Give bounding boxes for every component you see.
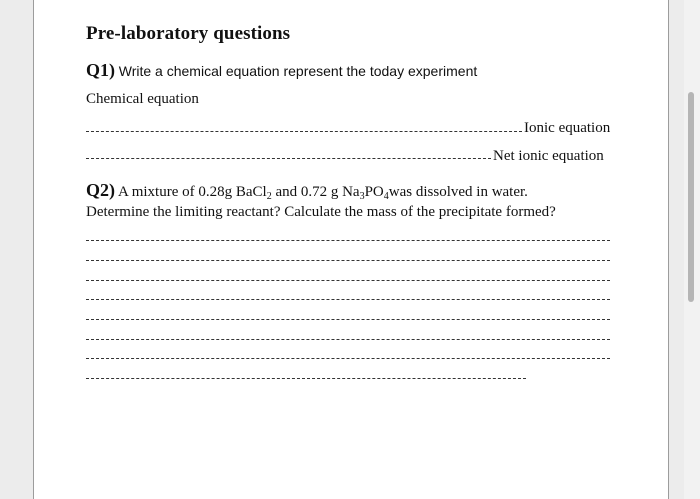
answer-line xyxy=(86,319,610,320)
question-2 xyxy=(86,180,556,222)
question-2-text-c: PO xyxy=(364,184,384,200)
answer-line xyxy=(86,280,610,281)
chemical-equation-label: Chemical equation xyxy=(86,91,199,107)
ionic-equation-label: Ionic equation xyxy=(524,120,611,136)
question-1-number: Q1) xyxy=(86,60,115,80)
question-1-text: Write a chemical equation represent the today experiment xyxy=(118,63,478,79)
scrollbar-thumb[interactable] xyxy=(688,92,694,302)
question-2-line-2: Determine the limiting reactant? Calculate the mass of the precipitate formed? xyxy=(86,204,556,220)
question-2-sub-b: 3 xyxy=(359,191,365,202)
question-2-text-b: and 0.72 g Na xyxy=(271,184,360,200)
question-2-sub-c: 4 xyxy=(383,191,389,202)
ionic-equation-answer-line xyxy=(86,131,522,132)
page-heading: Pre-laboratory questions xyxy=(86,23,291,44)
question-1 xyxy=(86,60,477,81)
answer-line xyxy=(86,339,610,340)
answer-line xyxy=(86,299,610,300)
question-2-text-d: was dissolved in water. xyxy=(388,184,528,200)
answer-line xyxy=(86,378,526,379)
answer-line xyxy=(86,240,610,241)
question-2-text-a: A mixture of 0.28g BaCl xyxy=(117,184,267,200)
net-ionic-equation-label: Net ionic equation xyxy=(493,148,604,164)
question-2-number: Q2) xyxy=(86,180,115,200)
answer-line xyxy=(86,358,610,359)
answer-line xyxy=(86,260,610,261)
question-2-sub-a: 2 xyxy=(266,191,272,202)
net-ionic-equation-answer-line xyxy=(86,158,491,159)
